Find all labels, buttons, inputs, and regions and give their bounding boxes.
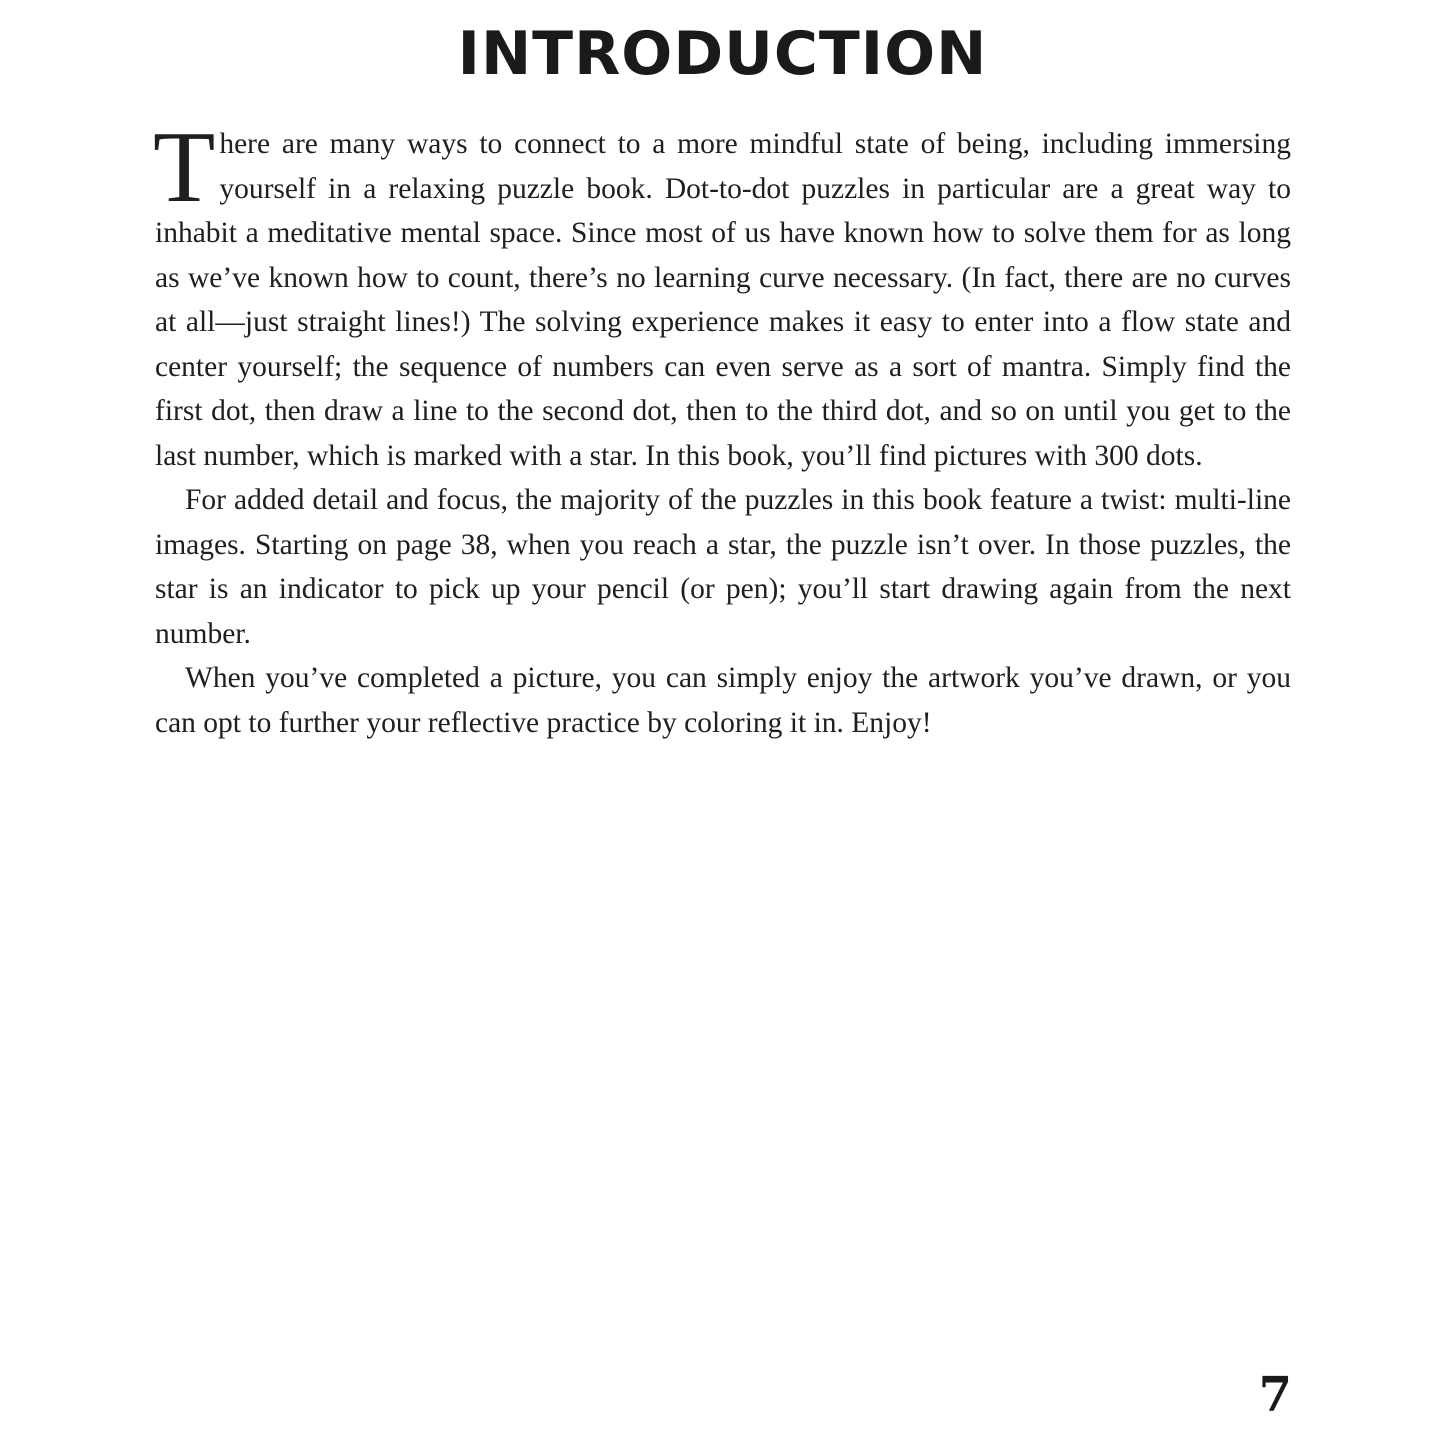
paragraph-3: When you’ve completed a picture, you can simply enjoy the artwork you’ve drawn, or you can opt to further your reflective practice by coloring it in. Enjoy!	[155, 662, 1291, 739]
paragraph-1	[153, 111, 1291, 478]
paragraph-2: For added detail and focus, the majority of the puzzles in this book feature a twist: multi-line images. Starting on page 38, when you reach a star, the puzzle isn’t over. In those puzzles, the star is an indicator to pick up your pencil (or pen); you’ll start drawing again from the next number.	[155, 484, 1291, 650]
page-title: INTRODUCTION	[457, 19, 988, 89]
page-number: 7	[1258, 1367, 1292, 1423]
introduction-body	[153, 111, 1291, 745]
drop-cap: T	[153, 111, 216, 224]
paragraph-1-text: here are many ways to connect to a more mindful state of being, including immersing yourself in a relaxing puzzle book. Dot-to-dot puzzles in particular are a great way to inhabit a meditative mental space. Since most of us have known how to solve them for as long as we’ve known how to count, there’s no learning curve necessary. (In fact, there are no curves at all—just straight lines!) The solving experience makes it easy to enter into a flow state and center yourself; the sequence of numbers can even serve as a sort of mantra. Simply find the first dot, then draw a line to the second dot, then to the third dot, and so on until you get to the last number, which is marked with a star. In this book, you’ll find pictures with 300 dots.	[155, 128, 1291, 472]
